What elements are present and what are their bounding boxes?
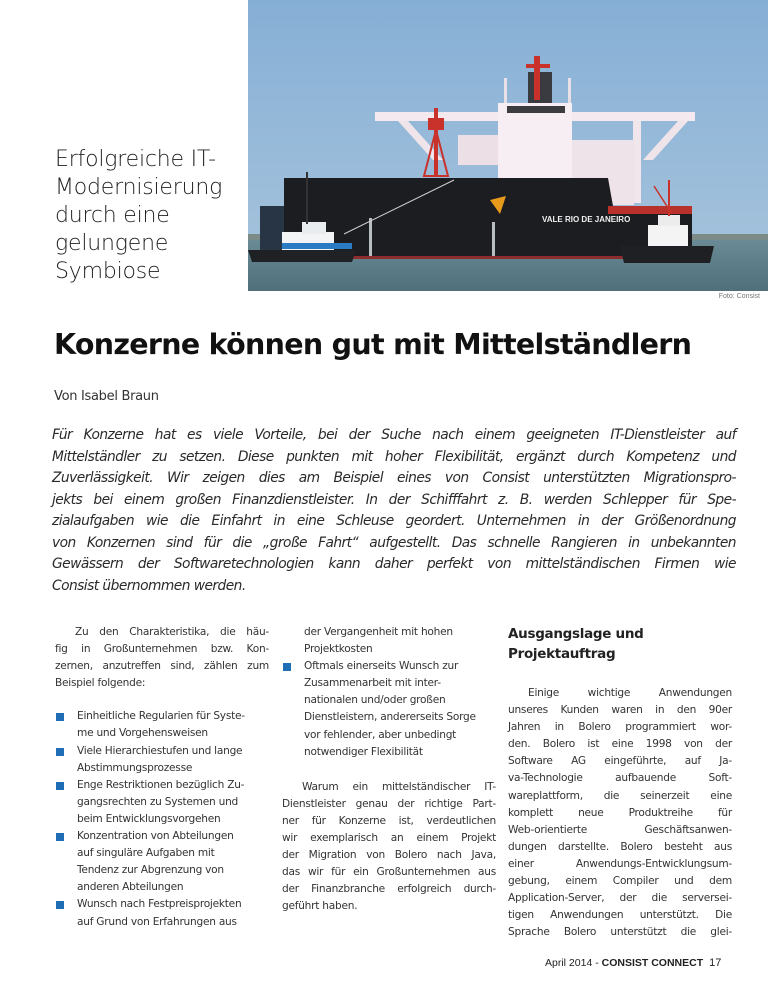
kicker-title	[55, 146, 240, 286]
text-line: Warum ein mittelständischer IT-	[302, 780, 496, 793]
kicker-line: durch eine	[55, 203, 170, 228]
text-line: dungen darstellte. Bolero besteht aus	[508, 840, 732, 853]
body-paragraph	[282, 779, 496, 916]
column-2	[282, 624, 496, 916]
bullet-square-icon	[56, 833, 64, 841]
bullet-square-icon	[56, 901, 64, 909]
text-line: Konzentration von Abteilungen	[77, 830, 234, 843]
text-line: Sprache Bolero unterstützt die glei-	[508, 926, 732, 939]
section-subheading	[508, 624, 732, 664]
subheading-line: Projektauftrag	[508, 646, 616, 662]
text-line: Enge Restriktionen bezüglich Zu-	[77, 778, 245, 791]
text-line: Wunsch nach Festpreisprojekten	[77, 898, 242, 911]
text-line: Oftmals einerseits Wunsch zur	[304, 660, 459, 673]
text-line: Web-orientierte Geschäftsanwen-	[508, 823, 732, 836]
body-paragraph	[508, 685, 732, 941]
text-line: va-Technologie aufbauende Soft-	[508, 772, 732, 785]
text-line: Beispiel folgende:	[55, 677, 146, 690]
text-line: Dienstleistern, andererseits Sorge	[304, 711, 476, 724]
list-item	[55, 708, 269, 742]
list-item	[55, 743, 269, 777]
text-line: auf Grund von Erfahrungen aus	[77, 915, 237, 928]
text-line: Software AG eingeführte, auf Ja-	[508, 755, 732, 768]
text-line: Zusammenarbeit mit inter-	[304, 677, 441, 690]
text-line: Tendenz zur Abgrenzung von	[77, 864, 224, 877]
text-line: Abstimmungsprozesse	[77, 761, 193, 774]
characteristics-list-continued	[282, 658, 496, 761]
text-line: Viele Hierarchiestufen und lange	[77, 744, 243, 757]
issue-date: April 2014 -	[545, 957, 602, 969]
kicker-line: gelungene	[55, 231, 169, 256]
kicker-line: Erfolgreiche IT-	[55, 147, 216, 172]
text-line: gebung, einem Compiler und dem	[508, 875, 732, 888]
page-footer	[545, 957, 721, 969]
list-item	[55, 777, 269, 828]
hero-photo	[248, 0, 768, 291]
characteristics-list	[55, 708, 269, 930]
text-line: Einheitliche Regularien für Syste-	[77, 710, 245, 723]
text-line: gangsrechten zu Systemen und	[77, 795, 239, 808]
text-line: Dienstleister genau der richtige Part-	[282, 797, 496, 810]
list-item	[55, 896, 269, 930]
byline: Von Isabel Braun	[54, 389, 159, 404]
text-line: geführt haben.	[282, 900, 358, 913]
photo-credit: Foto: Consist	[718, 293, 760, 300]
text-line: Zu den Charakteristika, die häu-	[75, 626, 269, 638]
text-line: tigen Anwendungen unterstützt. Die	[508, 909, 732, 922]
text-line: vor fehlender, aber unbedingt	[304, 728, 457, 741]
lead-line: von Konzernen sind für die „große Fahrt“ aufgestellt. Das schnelle Rangieren in unbekannten	[52, 534, 736, 551]
bullet-square-icon	[56, 748, 64, 756]
text-line: wareplattform, die seinerzeit eine	[508, 789, 732, 802]
text-line: ner für Konzerne ist, verdeutlichen	[282, 814, 496, 827]
text-line: einer Anwendungs-Entwicklungsum-	[508, 857, 732, 870]
text-line: Einige wichtige Anwendungen	[528, 687, 732, 699]
text-line: der Migration von Bolero nach Java,	[282, 849, 496, 862]
text-line: unseres Kunden waren in den 90er	[508, 704, 732, 717]
column-3	[508, 624, 732, 941]
column-1	[55, 624, 269, 931]
lead-line: Zuverlässigkeit. Wir zeigen dies am Beispiel eines von Consist unterstützten Migrationspro-	[52, 470, 736, 486]
ship-illustration	[248, 0, 768, 291]
kicker-line: Modernisierung	[55, 175, 223, 200]
text-line: das wir für ein Großunternehmen aus	[282, 866, 496, 879]
text-line: notwendiger Flexibilität	[304, 745, 423, 758]
text-line: der Finanzbranche erfolgreich durch-	[282, 883, 496, 896]
kicker-line: Symbiose	[55, 259, 161, 284]
text-line: zernen, anzutreffen sind, zählen zum	[55, 660, 269, 673]
bullet-square-icon	[56, 713, 64, 721]
lead-line: Für Konzerne hat es viele Vorteile, bei der Suche nach einem geeigneten IT-Dienstleister auf	[52, 427, 736, 443]
lead-paragraph	[52, 425, 736, 597]
text-line: der Vergangenheit mit hohen	[304, 626, 453, 638]
text-line: anderen Abteilungen	[77, 881, 184, 894]
list-item-continued	[282, 624, 496, 658]
lead-line: zialaufgaben wie die Einfahrt in eine Schleuse geordert. Unternehmen in der Größenordnung	[52, 513, 736, 529]
text-line: wir exemplarisch an einem Projekt	[282, 832, 496, 845]
lead-line: Gewässern der Softwaretechnologien kann daher perfekt von mittelständischen Firmen wie	[52, 556, 736, 572]
text-line: den. Bolero ist eine 1998 von der	[508, 738, 732, 751]
text-line: beim Entwicklungsvorgehen	[77, 812, 221, 825]
lead-line: Consist übernommen werden.	[52, 577, 246, 594]
lead-line: jekts bei einem großen Finanzdienstleister. In der Schifffahrt z. B. werden Schlepper für Spe-	[52, 491, 736, 508]
text-line: fig in Großunternehmen bzw. Kon-	[55, 643, 269, 656]
page-number: 17	[709, 957, 722, 969]
text-line: me und Vorgehensweisen	[77, 727, 208, 740]
subheading-line: Ausgangslage und	[508, 626, 644, 642]
ship-name-label: VALE RIO DE JANEIRO	[542, 215, 631, 224]
article-headline: Konzerne können gut mit Mittelständlern	[54, 328, 692, 361]
text-line: Application-Server, der die serversei-	[508, 892, 732, 905]
text-line: komplett neue Produktreihe für	[508, 806, 732, 819]
text-line: Jahren in Bolero programmiert wor-	[508, 721, 732, 734]
text-line: auf singuläre Aufgaben mit	[77, 847, 215, 860]
list-item	[282, 658, 496, 761]
lead-line: Mittelständler zu setzen. Diese punkten mit hoher Flexibilität, ergänzt durch Kompetenz und	[52, 448, 736, 465]
text-line: nationalen und/oder großen	[304, 694, 446, 707]
intro-paragraph	[55, 624, 269, 692]
text-line: Projektkosten	[304, 643, 373, 656]
bullet-square-icon	[283, 663, 291, 671]
magazine-name: CONSIST CONNECT	[601, 957, 704, 969]
list-item	[55, 828, 269, 896]
bullet-square-icon	[56, 782, 64, 790]
